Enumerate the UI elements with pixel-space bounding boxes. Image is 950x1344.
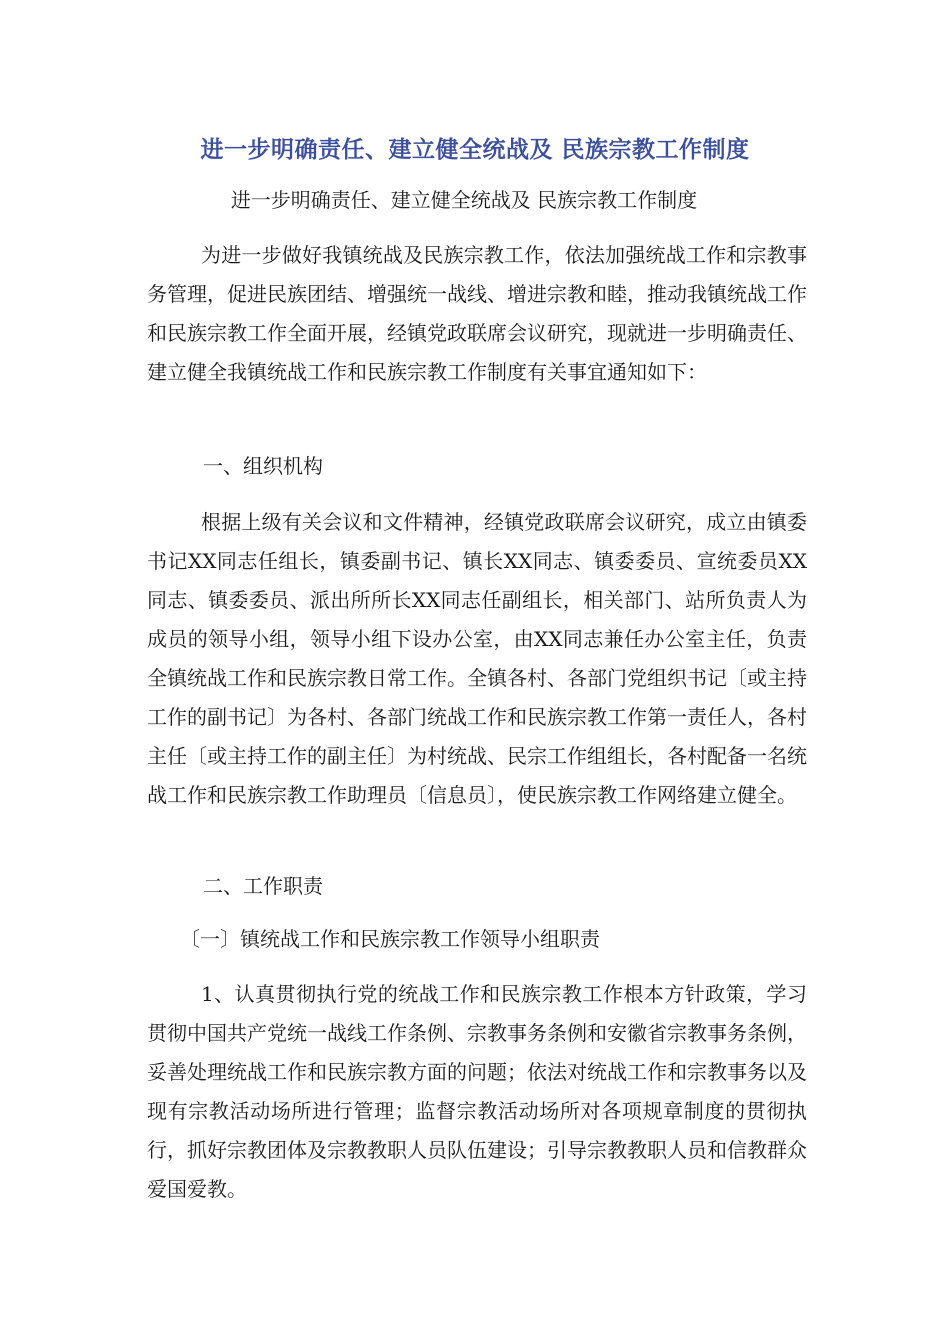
section-heading-organization: 一、组织机构 — [203, 454, 323, 478]
document-title: 进一步明确责任、建立健全统战及 民族宗教工作制度 — [200, 137, 750, 163]
section-heading-duties: 二、工作职责 — [203, 874, 323, 898]
organization-paragraph: 根据上级有关会议和文件精神，经镇党政联席会议研究，成立由镇委书记XX同志任组长，镇委副书记、镇长XX同志、镇委委员、宣统委员XX同志、镇委委员、派出所所长XX同志任副组长，相关部门、站所负责人为成员的领导小组，领导小组下设办公室，由XX同志兼任办公室主任，负责全镇统战工作和民族宗教日常工作。全镇各村、各部门党组织书记〔或主持工作的副书记〕为各村、各部门统战工作和民族宗教工作第一责任人，各村主任〔或主持工作的副主任〕为村统战、民宗工作组组长，各村配备一名统战工作和民族宗教工作助理员〔信息员〕，使民族宗教工作网络建立健全。 — [147, 510, 807, 807]
intro-paragraph: 为进一步做好我镇统战及民族宗教工作，依法加强统战工作和宗教事务管理，促进民族团结、增强统一战线、增进宗教和睦，推动我镇统战工作和民族宗教工作全面开展，经镇党政联席会议研究，现就进一步明确责任、建立健全我镇统战工作和民族宗教工作制度有关事宜通知如下： — [147, 243, 807, 384]
duty-item-1: 1、认真贯彻执行党的统战工作和民族宗教工作根本方针政策，学习贯彻中国共产党统一战线工作条例、宗教事务条例和安徽省宗教事务条例，妥善处理统战工作和民族宗教方面的问题；依法对统战工作和宗教事务以及现有宗教活动场所进行管理；监督宗教活动场所对各项规章制度的贯彻执行，抓好宗教团体及宗教教职人员队伍建设；引导宗教教职人员和信教群众爱国爱教。 — [147, 982, 807, 1201]
subsection-heading-leading-group: 〔一〕镇统战工作和民族宗教工作领导小组职责 — [180, 927, 600, 951]
document-subtitle: 进一步明确责任、建立健全统战及 民族宗教工作制度 — [230, 188, 698, 212]
